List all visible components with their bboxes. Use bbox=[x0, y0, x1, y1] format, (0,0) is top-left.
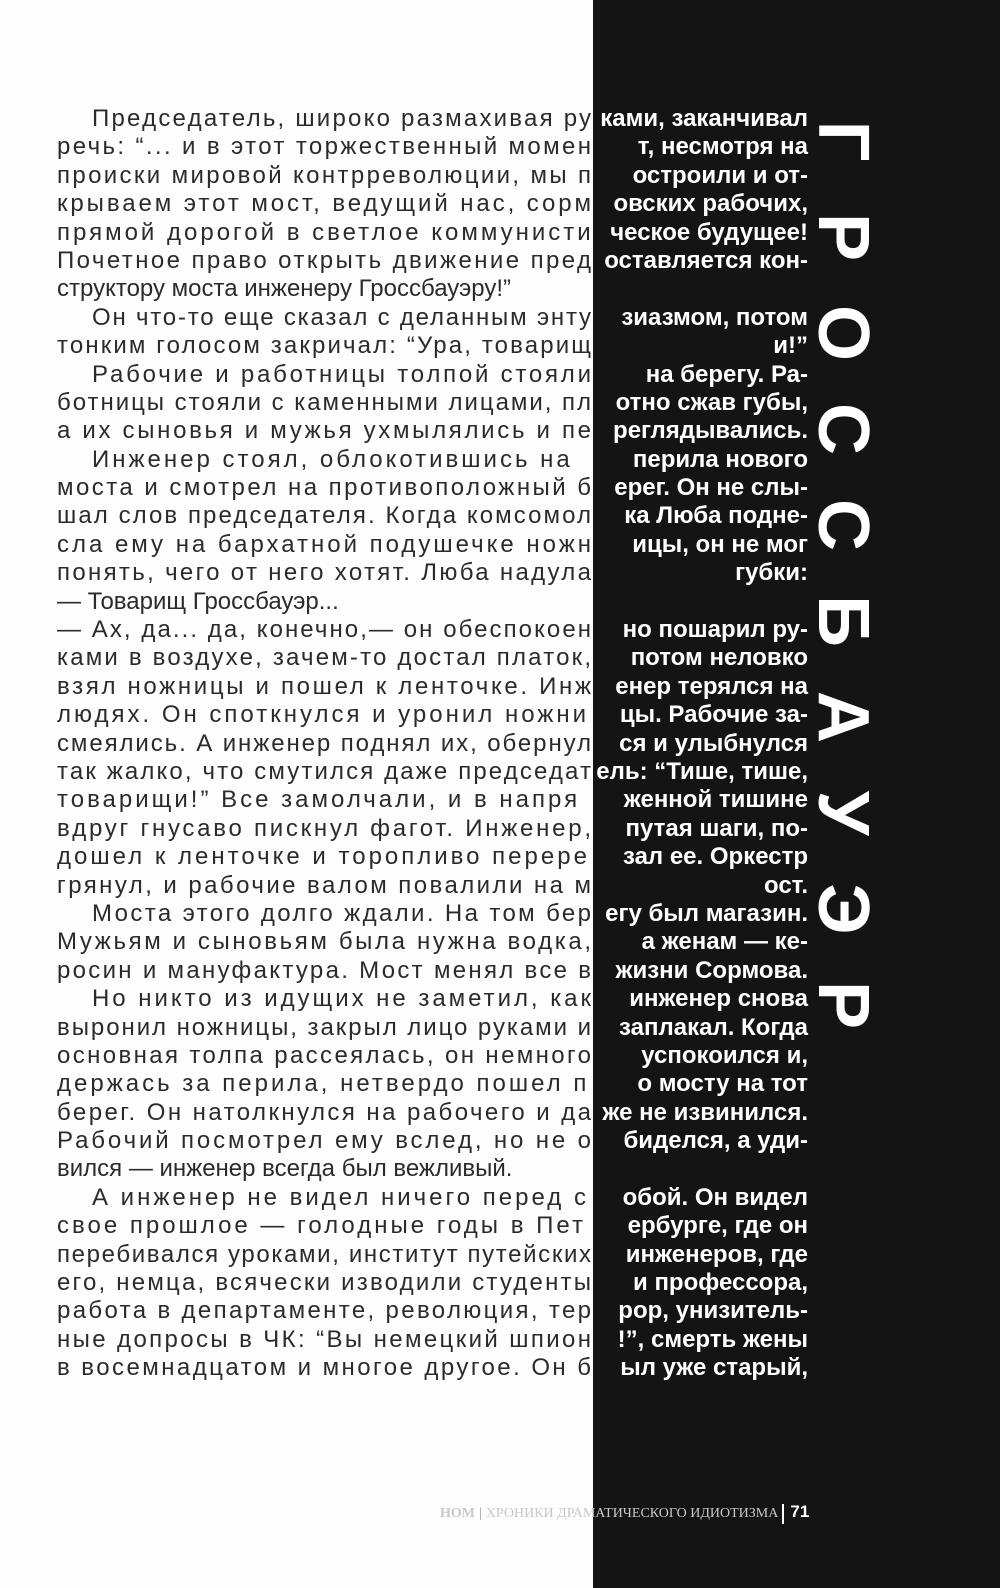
line-left-text: сла ему на бархатной подушечке ножн bbox=[57, 530, 594, 558]
line-left-text: ботницы стояли с каменными лицами, пл bbox=[57, 388, 593, 416]
line-left-text: Рабочий посмотрел ему вслед, но не о bbox=[57, 1127, 594, 1155]
line-left-text: происки мировой контрреволюции, мы п bbox=[57, 161, 594, 189]
text-line bbox=[0, 219, 1000, 247]
text-line bbox=[0, 616, 1000, 644]
line-left-text: выронил ножницы, закрыл лицо руками и bbox=[57, 1013, 593, 1041]
line-right-text: биделся, а уди- bbox=[623, 1127, 808, 1155]
line-left-text: тонким голосом закричал: “Ура, товарищ bbox=[57, 332, 594, 360]
line-left-text: свое прошлое — голодные годы в Пет bbox=[57, 1212, 586, 1240]
text-line bbox=[0, 1014, 1000, 1042]
line-left-text: Но никто из идущих не заметил, как bbox=[92, 985, 594, 1013]
title-letter: Б bbox=[803, 595, 883, 647]
line-left-text: вдруг гнусаво пискнул фагот. Инженер, bbox=[57, 814, 594, 842]
footer-magazine-name: НОМ bbox=[440, 1506, 475, 1521]
footer-section-title: ХРОНИКИ ДРАМАТИЧЕСКОГО ИДИОТИЗМА bbox=[485, 1506, 779, 1521]
text-line bbox=[0, 1241, 1000, 1269]
line-right-text: женной тишине bbox=[623, 786, 808, 814]
text-line bbox=[0, 701, 1000, 729]
line-right-text: ка Люба подне- bbox=[624, 502, 808, 530]
text-line bbox=[0, 361, 1000, 389]
line-right-text: губки: bbox=[735, 559, 808, 587]
title-letter: С bbox=[803, 403, 883, 455]
page-number: 71 bbox=[790, 1502, 810, 1521]
line-right-text: ерег. Он не слы- bbox=[614, 474, 808, 502]
text-line bbox=[0, 1297, 1000, 1325]
text-line bbox=[0, 1070, 1000, 1098]
text-line bbox=[0, 389, 1000, 417]
footer-bar bbox=[782, 1504, 784, 1524]
text-line bbox=[0, 1269, 1000, 1297]
text-line bbox=[0, 1099, 1000, 1127]
line-left-text: держась за перила, нетвердо пошел п bbox=[57, 1070, 590, 1098]
text-line bbox=[0, 1184, 1000, 1212]
line-right-text: ост. bbox=[763, 871, 808, 899]
line-right-text: ель: “Тише, тише, bbox=[596, 757, 808, 785]
line-left-text: шал слов председателя. Когда комсомол bbox=[57, 502, 594, 530]
line-right-text: инженеров, где bbox=[625, 1240, 808, 1268]
line-left-text: А инженер не видел ничего перед с bbox=[92, 1183, 589, 1211]
text-line bbox=[0, 1127, 1000, 1155]
text-line bbox=[0, 900, 1000, 928]
line-left-text: перебивался уроками, институт путейских bbox=[57, 1240, 593, 1268]
line-left-text: вился — инженер всегда был вежливый. bbox=[57, 1155, 513, 1183]
title-letter: Р bbox=[803, 212, 883, 262]
line-left-text: дошел к ленточке и торопливо перере bbox=[57, 843, 590, 871]
line-left-text: — Товарищ Гроссбауэр... bbox=[57, 587, 339, 615]
line-left-text: Моста этого долго ждали. На том бер bbox=[92, 899, 594, 927]
line-right-text: о мосту на тот bbox=[637, 1070, 808, 1098]
line-right-text: оставляется кон- bbox=[604, 246, 808, 274]
text-line bbox=[0, 872, 1000, 900]
title-letter: Э bbox=[803, 883, 883, 935]
title-letter: О bbox=[803, 304, 883, 361]
text-line bbox=[0, 190, 1000, 218]
line-right-text: ся и улыбнулся bbox=[619, 729, 808, 757]
title-letter: Р bbox=[803, 980, 883, 1030]
line-right-text: ицы, он не мог bbox=[632, 530, 808, 558]
text-line bbox=[0, 1042, 1000, 1070]
line-right-text: а женам — ке- bbox=[641, 928, 808, 956]
line-right-text: остроили и от- bbox=[632, 161, 808, 189]
line-right-text: рор, унизитель- bbox=[618, 1297, 808, 1325]
text-line bbox=[0, 928, 1000, 956]
line-left-text: структору моста инженеру Гроссбауэру!” bbox=[57, 275, 511, 303]
line-right-text: путая шаги, по- bbox=[625, 814, 808, 842]
line-left-text: Мужьям и сыновьям была нужна водка, bbox=[57, 928, 594, 956]
text-line bbox=[0, 786, 1000, 814]
line-right-text: цы. Рабочие за- bbox=[619, 701, 808, 729]
page-footer bbox=[440, 1500, 880, 1524]
line-right-text: жизни Сормова. bbox=[615, 956, 808, 984]
line-left-text: так жалко, что смутился даже председат bbox=[57, 757, 594, 785]
text-line bbox=[0, 815, 1000, 843]
line-left-text: берег. Он натолкнулся на рабочего и да bbox=[57, 1098, 594, 1126]
text-line bbox=[0, 304, 1000, 332]
text-line bbox=[0, 502, 1000, 530]
line-left-text: — Ах, да... да, конечно,— он обеспокоен bbox=[57, 616, 594, 644]
line-left-text: Он что-то еще сказал с деланным энту bbox=[92, 303, 593, 331]
line-right-text: инженер снова bbox=[629, 985, 808, 1013]
title-letter: Г bbox=[803, 120, 883, 162]
line-left-text: людях. Он споткнулся и уронил ножни bbox=[57, 701, 589, 729]
line-left-text: грянул, и рабочие валом повалили на м bbox=[57, 871, 594, 899]
line-left-text: росин и мануфактура. Мост менял все в bbox=[57, 956, 594, 984]
text-line bbox=[0, 758, 1000, 786]
text-line bbox=[0, 644, 1000, 672]
footer-divider: | bbox=[479, 1506, 482, 1521]
text-line bbox=[0, 133, 1000, 161]
text-line bbox=[0, 1155, 1000, 1183]
text-line bbox=[0, 417, 1000, 445]
text-line bbox=[0, 474, 1000, 502]
text-line bbox=[0, 588, 1000, 616]
text-line bbox=[0, 1212, 1000, 1240]
line-right-text: ербурге, где он bbox=[627, 1212, 808, 1240]
text-line bbox=[0, 985, 1000, 1013]
text-line bbox=[0, 1326, 1000, 1354]
text-line bbox=[0, 957, 1000, 985]
line-left-text: ные допросы в ЧК: “Вы немецкий шпион bbox=[57, 1325, 594, 1353]
line-left-text: прямой дорогой в светлое коммунисти bbox=[57, 218, 594, 246]
line-left-text: речь: “... и в этот торжественный момен bbox=[57, 133, 594, 161]
line-right-text: перила нового bbox=[632, 445, 808, 473]
text-line bbox=[0, 1354, 1000, 1382]
line-right-text: отно сжав губы, bbox=[615, 388, 808, 416]
line-left-text: взял ножницы и пошел к ленточке. Инж bbox=[57, 672, 594, 700]
line-left-text: а их сыновья и мужья ухмылялись и пе bbox=[57, 417, 594, 445]
line-right-text: успокоился и, bbox=[641, 1041, 808, 1069]
line-left-text: Почетное право открыть движение пред bbox=[57, 246, 594, 274]
line-right-text: зиазмом, потом bbox=[621, 303, 808, 331]
line-right-text: !”, смерть жены bbox=[617, 1325, 808, 1353]
line-left-text: основная толпа рассеялась, он немного bbox=[57, 1041, 594, 1069]
text-line bbox=[0, 559, 1000, 587]
text-line bbox=[0, 162, 1000, 190]
line-left-text: в восемнадцатом и многое другое. Он б bbox=[57, 1354, 594, 1382]
line-right-text: но пошарил ру- bbox=[622, 616, 808, 644]
line-left-text: Рабочие и работницы толпой стояли bbox=[92, 360, 594, 388]
line-right-text: овских рабочих, bbox=[613, 190, 808, 218]
text-line bbox=[0, 730, 1000, 758]
text-line bbox=[0, 105, 1000, 133]
line-right-text: обой. Он видел bbox=[622, 1183, 808, 1211]
line-right-text: и!” bbox=[773, 332, 808, 360]
text-line bbox=[0, 332, 1000, 360]
line-left-text: крываем этот мост, ведущий нас, сорм bbox=[57, 190, 594, 218]
line-right-text: потом неловко bbox=[630, 644, 808, 672]
text-line bbox=[0, 247, 1000, 275]
article-text bbox=[0, 105, 1000, 1383]
line-right-text: енер терялся на bbox=[615, 672, 808, 700]
line-right-text: заплакал. Когда bbox=[619, 1013, 808, 1041]
line-left-text: ками в воздухе, зачем-то достал платок, bbox=[57, 644, 594, 672]
title-letter: С bbox=[803, 499, 883, 551]
text-line bbox=[0, 673, 1000, 701]
text-line bbox=[0, 531, 1000, 559]
title-letter: А bbox=[803, 691, 883, 743]
line-right-text: т, несмотря на bbox=[637, 133, 808, 161]
line-right-text: ческое будущее! bbox=[610, 218, 808, 246]
line-right-text: на берегу. Ра- bbox=[645, 360, 808, 388]
line-right-text: же не извинился. bbox=[602, 1098, 808, 1126]
line-right-text: реглядывались. bbox=[613, 417, 808, 445]
line-left-text: смеялись. А инженер поднял их, обернул bbox=[57, 729, 593, 757]
text-line bbox=[0, 275, 1000, 303]
line-right-text: и профессора, bbox=[633, 1269, 808, 1297]
text-line bbox=[0, 843, 1000, 871]
line-left-text: Председатель, широко размахивая ру bbox=[92, 105, 594, 132]
line-right-text: егу был магазин. bbox=[605, 899, 808, 927]
line-right-text: ками, заканчивал bbox=[600, 105, 808, 132]
line-right-text: ыл уже старый, bbox=[620, 1354, 808, 1382]
line-right-text: зал ее. Оркестр bbox=[622, 843, 808, 871]
line-left-text: моста и смотрел на противоположный б bbox=[57, 474, 594, 502]
title-letter: У bbox=[803, 790, 883, 836]
line-left-text: работа в департаменте, революция, тер bbox=[57, 1297, 594, 1325]
text-line bbox=[0, 446, 1000, 474]
line-left-text: понять, чего от него хотят. Люба надула bbox=[57, 559, 594, 587]
line-left-text: товарищи!” Все замолчали, и в напря bbox=[57, 786, 581, 814]
line-left-text: его, немца, всячески изводили студенты bbox=[57, 1269, 594, 1297]
line-left-text: Инженер стоял, облокотившись на bbox=[92, 445, 573, 473]
